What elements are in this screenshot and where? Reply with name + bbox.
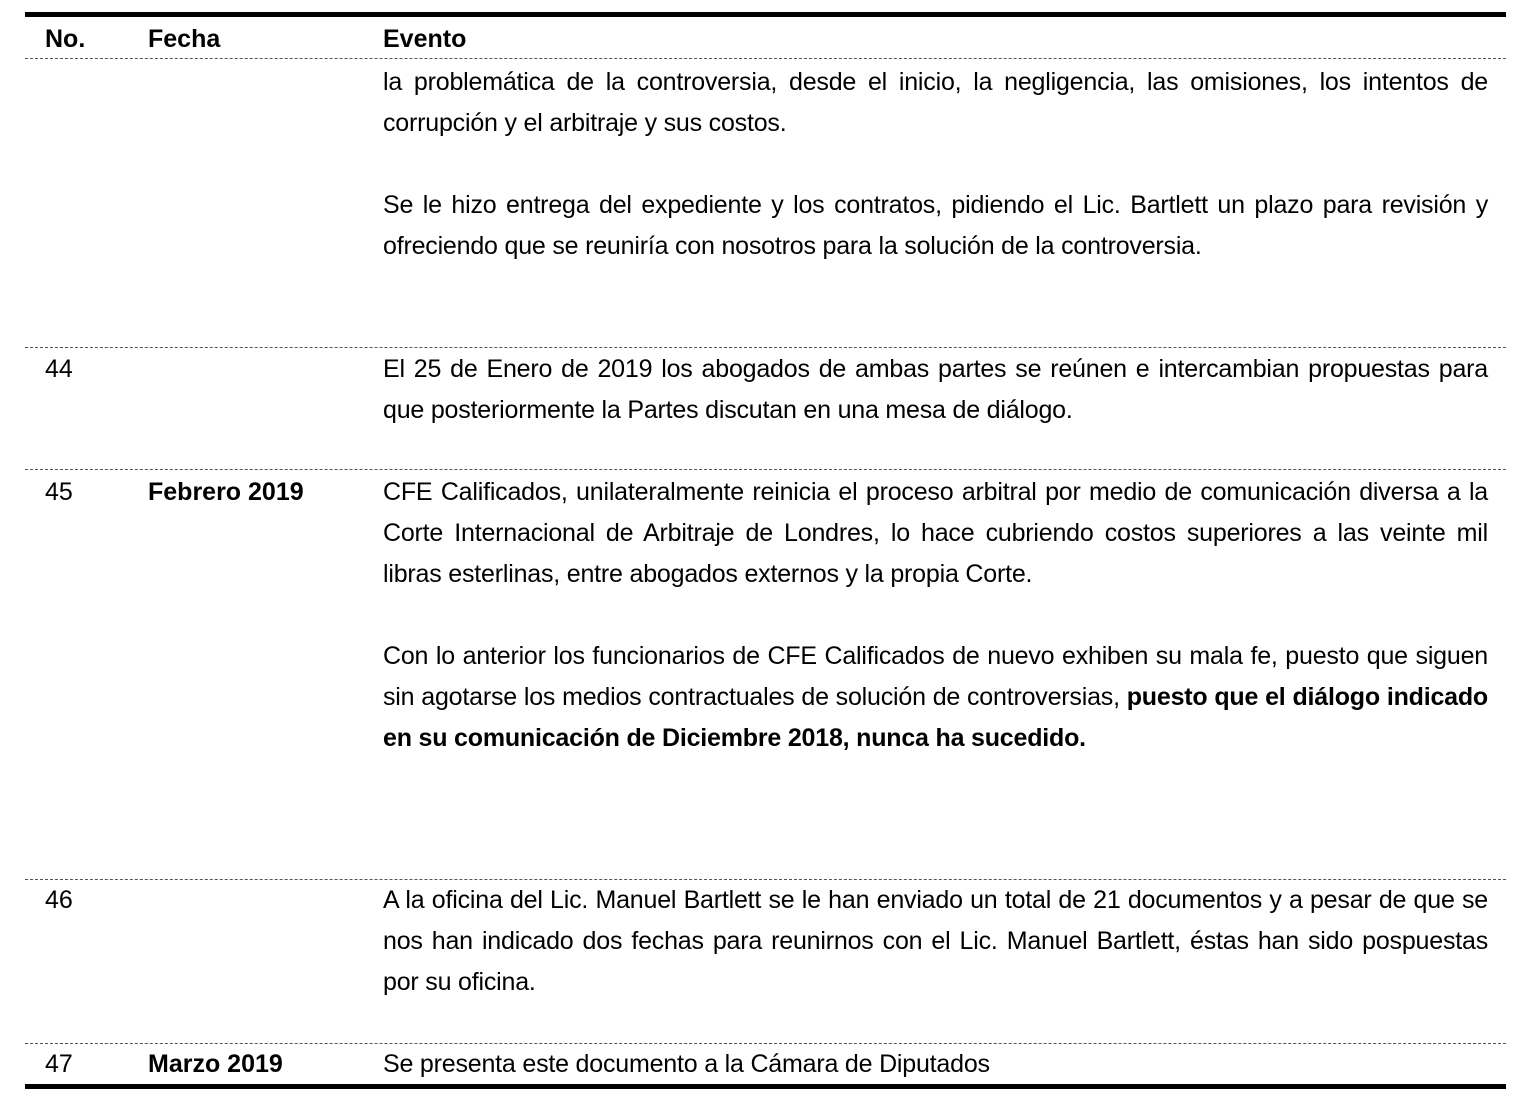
event-description	[383, 349, 1488, 431]
row-number: 46	[45, 886, 73, 914]
row-date: Febrero 2019	[148, 478, 304, 506]
event-paragraph: A la oficina del Lic. Manuel Bartlett se le han enviado un total de 21 documentos y a pesar de que se nos han indicado dos fechas para reunirnos con el Lic. Manuel Bartlett, éstas han sido pospuestas por su oficina.	[383, 886, 1488, 996]
event-paragraph	[383, 636, 1488, 759]
row-date: Marzo 2019	[148, 1050, 283, 1078]
header-evento: Evento	[383, 25, 467, 53]
table-bottom-rule	[25, 1084, 1506, 1089]
event-description	[383, 472, 1488, 759]
row-number: 47	[45, 1050, 73, 1078]
row-divider	[25, 469, 1506, 470]
event-description	[383, 62, 1488, 267]
event-paragraph: Se presenta este documento a la Cámara de Diputados	[383, 1050, 990, 1078]
row-divider	[25, 58, 1506, 59]
event-paragraph: la problemática de la controversia, desde el inicio, la negligencia, las omisiones, los intentos de corrupción y el arbitraje y sus costos.	[383, 68, 1488, 137]
row-number: 45	[45, 478, 73, 506]
event-emphasis: puesto que el diálogo indicado en su comunicación de Diciembre 2018, nunca ha sucedido.	[383, 683, 1489, 752]
event-text: Con lo anterior los funcionarios de CFE Calificados de nuevo exhiben su mala fe, puesto que siguen sin agotarse los medios contractuales de solución de controversias,	[383, 642, 1488, 711]
row-number: 44	[45, 355, 73, 383]
event-paragraph: El 25 de Enero de 2019 los abogados de ambas partes se reúnen e intercambian propuestas para que posteriormente la Partes discutan en una mesa de diálogo.	[383, 355, 1488, 424]
event-paragraph: CFE Calificados, unilateralmente reinicia el proceso arbitral por medio de comunicación diversa a la Corte Internacional de Arbitraje de Londres, lo hace cubriendo costos superiores a las veinte mil libras esterlinas, entre abogados externos y la propia Corte.	[383, 478, 1488, 588]
header-fecha: Fecha	[148, 25, 221, 53]
event-description	[383, 880, 1488, 1003]
event-description	[383, 1044, 1488, 1085]
table-top-rule	[25, 12, 1506, 17]
header-no: No.	[45, 25, 86, 53]
row-divider	[25, 347, 1506, 348]
event-paragraph: Se le hizo entrega del expediente y los contratos, pidiendo el Lic. Bartlett un plazo para revisión y ofreciendo que se reuniría con nosotros para la solución de la controversia.	[383, 191, 1488, 260]
